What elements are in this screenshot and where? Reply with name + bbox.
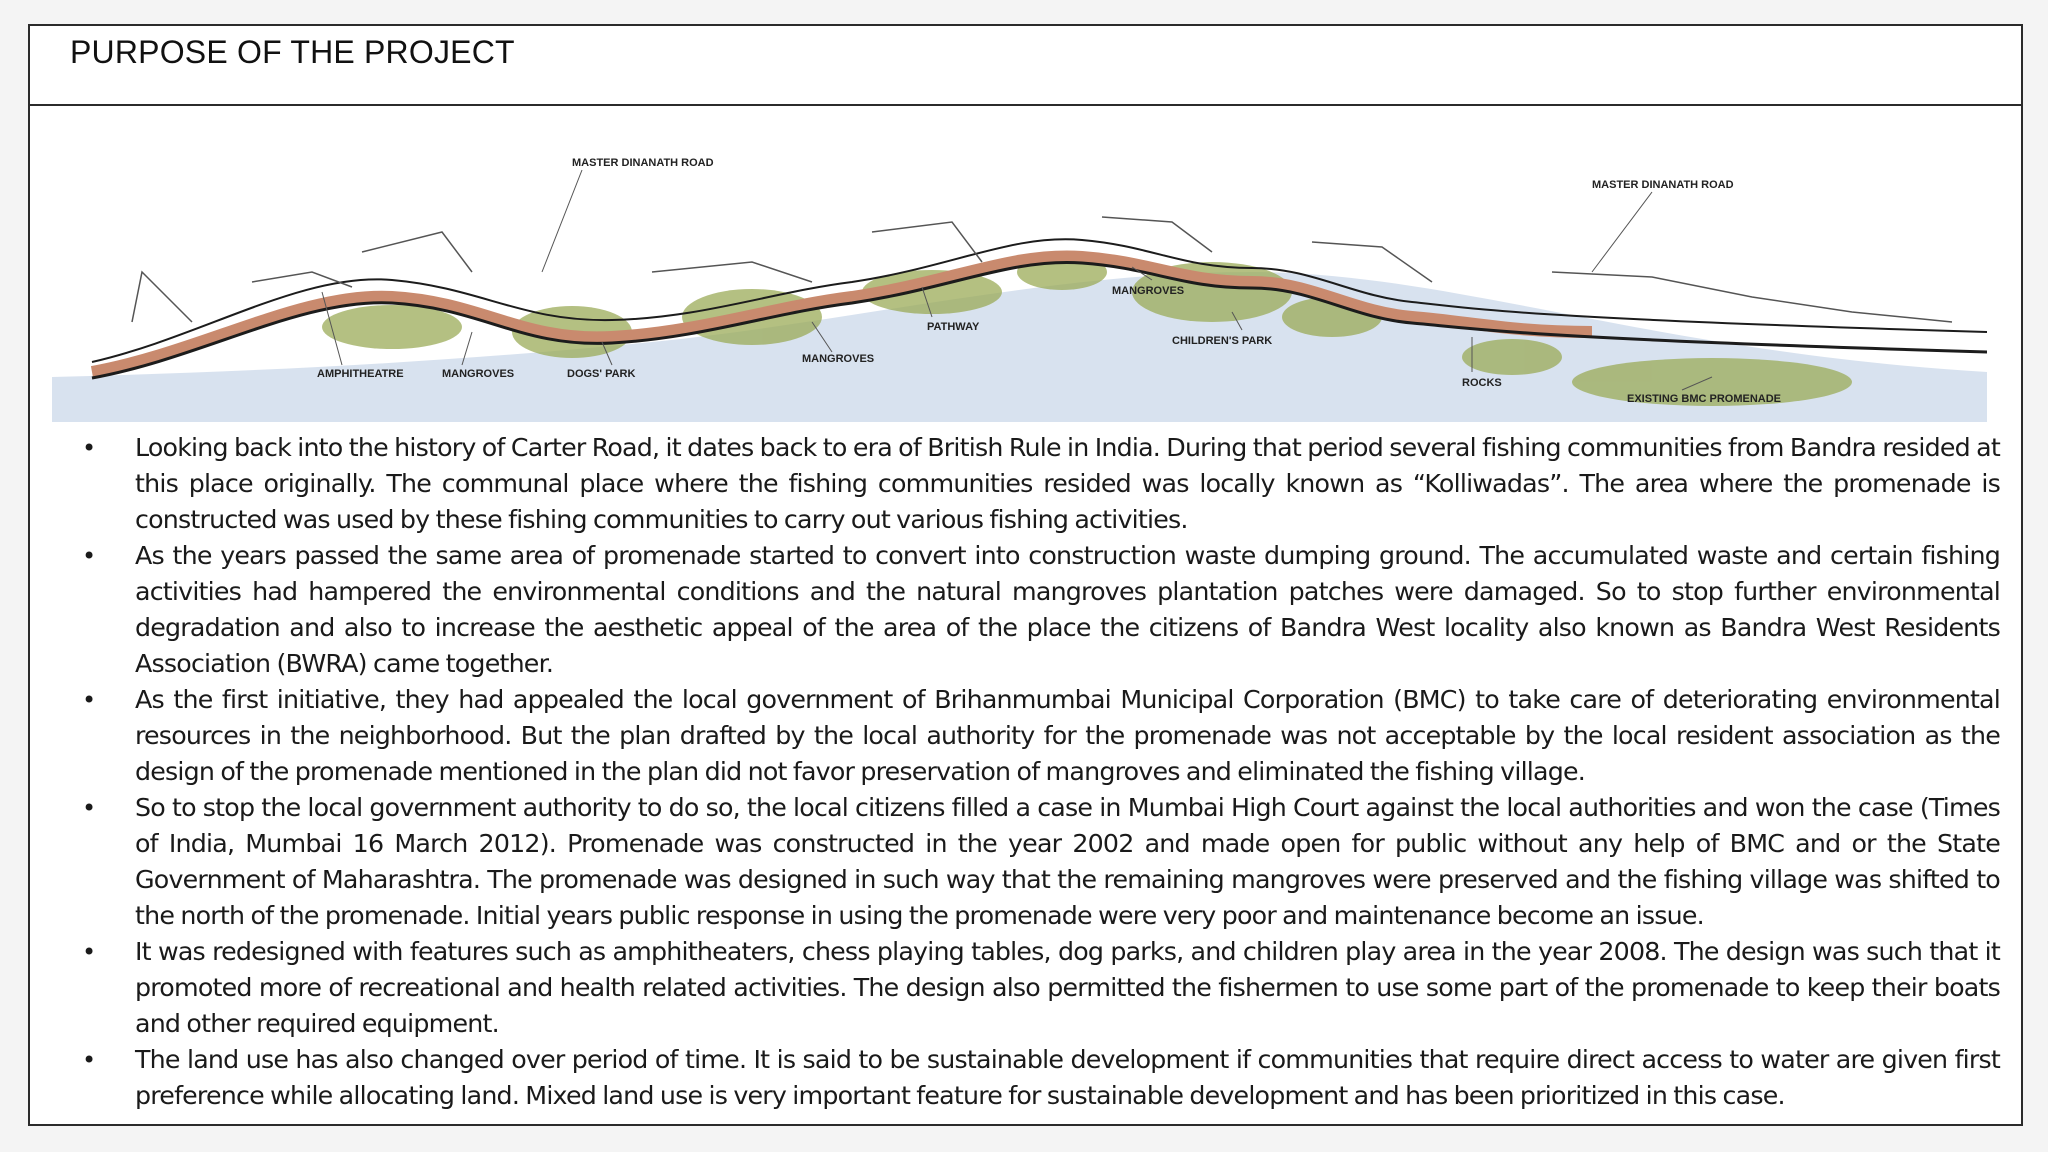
bullet-text: Looking back into the history of Carter Road, it dates back to era of British Rule in India. During that period several fishing communities from Bandra resided at this place originally. The communal place where the fishing communities resided was locally known as “Kolliwadas”. The area where the promenade is constructed was used by these fishing communities to carry out various fishing activities. — [135, 433, 2000, 534]
label-master-dinanath-road-2: MASTER DINANATH ROAD — [1592, 179, 1734, 191]
bullet-marker: • — [82, 938, 96, 966]
bullet-marker: • — [82, 434, 96, 462]
bullet-item — [60, 934, 2000, 1042]
bullet-marker: • — [82, 794, 96, 822]
bullet-text: The land use has also changed over period of time. It is said to be sustainable development if communities that require direct access to water are given first preference while allocating land. Mixed land use is very important feature for sustainable development and has been prioritized in this case. — [135, 1045, 2000, 1110]
bullet-text: As the years passed the same area of promenade started to convert into construction waste dumping ground. The accumulated waste and certain fishing activities had hampered the environmental conditions and the natural mangroves plantation patches were damaged. So to stop further environmental degradation and also to increase the aesthetic appeal of the area of the place the citizens of Bandra West locality also known as Bandra West Residents Association (BWRA) came together. — [135, 541, 2000, 678]
bullet-marker: • — [82, 542, 96, 570]
label-pathway: PATHWAY — [927, 321, 980, 333]
bullet-text: So to stop the local government authority to do so, the local citizens filled a case in Mumbai High Court against the local authorities and won the case (Times of India, Mumbai 16 March 2012). Promenade was constructed in the year 2002 and made open for public without any help of BMC and or the State Government of Maharashtra. The promenade was designed in such way that the remaining mangroves were preserved and the fishing village was shifted to the north of the promenade. Initial years public response in using the promenade were very poor and maintenance become an issue. — [135, 793, 2000, 930]
label-dogs-park: DOGS' PARK — [567, 368, 636, 380]
page-title: PURPOSE OF THE PROJECT — [70, 34, 515, 70]
bullet-text: As the first initiative, they had appealed the local government of Brihanmumbai Municipal Corporation (BMC) to take care of deteriorating environmental resources in the neighborhood. But the plan drafted by the local authority for the promenade was not acceptable by the local resident association as the design of the promenade mentioned in the plan did not favor preservation of mangroves and eliminated the fishing village. — [135, 685, 2000, 786]
label-mangroves-1: MANGROVES — [442, 368, 515, 380]
site-plan-drawing — [52, 122, 1987, 432]
title-bar — [30, 26, 2021, 106]
bullet-marker: • — [82, 1046, 96, 1074]
label-master-dinanath-road-1: MASTER DINANATH ROAD — [572, 157, 714, 169]
label-amphitheatre: AMPHITHEATRE — [317, 368, 404, 380]
bullet-list — [60, 430, 2000, 1114]
label-rocks: ROCKS — [1462, 377, 1502, 389]
bullet-item — [60, 1042, 2000, 1114]
label-mangroves-3: MANGROVES — [1112, 285, 1185, 297]
promenade-site-plan — [52, 122, 1987, 432]
bullet-text: It was redesigned with features such as amphitheaters, chess playing tables, dog parks, and children play area in the year 2008. The design was such that it promoted more of recreational and health related activities. The design also permitted the fishermen to use some part of the promenade to keep their boats and other required equipment. — [135, 937, 2000, 1038]
bullet-item — [60, 538, 2000, 682]
label-existing-bmc-promenade: EXISTING BMC PROMENADE — [1627, 393, 1782, 405]
slide — [28, 24, 2023, 1126]
bullet-item — [60, 790, 2000, 934]
label-mangroves-2: MANGROVES — [802, 353, 875, 365]
bullet-item — [60, 682, 2000, 790]
bullet-marker: • — [82, 686, 96, 714]
bullet-item — [60, 430, 2000, 538]
label-childrens-park: CHILDREN'S PARK — [1172, 335, 1273, 347]
